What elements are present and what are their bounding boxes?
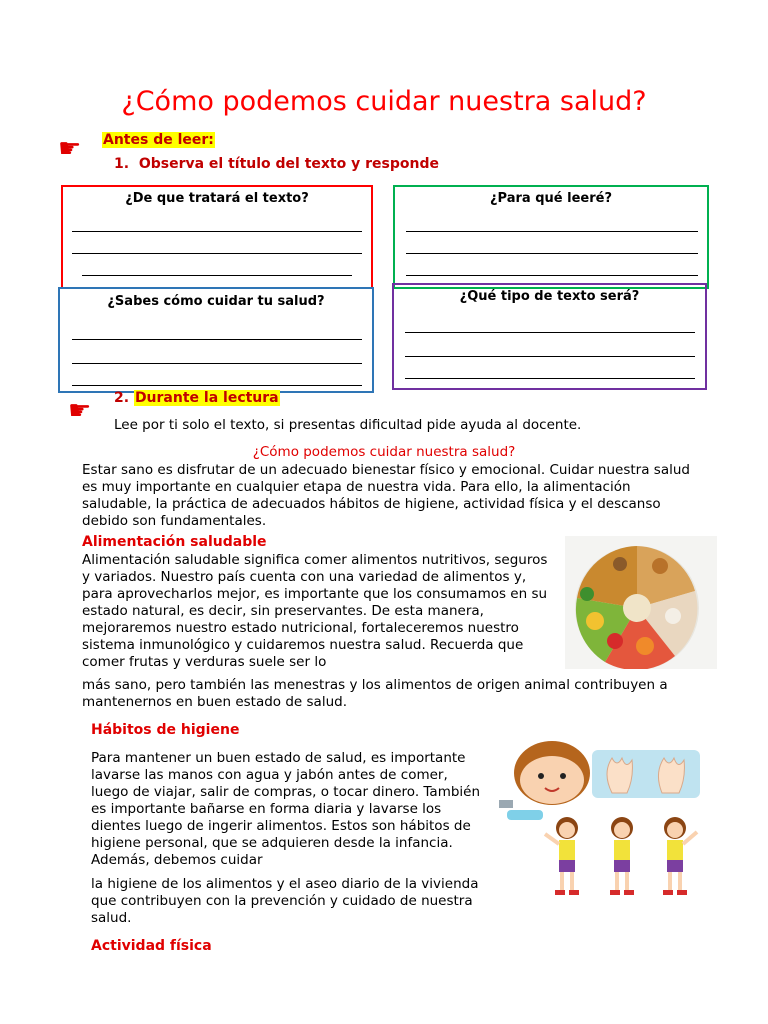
answer-line[interactable] <box>82 275 352 276</box>
question-box-3 <box>58 287 374 393</box>
answer-line[interactable] <box>72 385 362 386</box>
question-4: ¿Qué tipo de texto será? <box>459 289 640 304</box>
page-title: ¿Cómo podemos cuidar nuestra salud? <box>121 86 647 117</box>
question-box-1 <box>61 185 373 289</box>
nutrition-paragraph: Alimentación saludable significa comer alimentos nutritivos, seguros y variados. Nuestro país cuenta con una variedad de alimentos y, para aprovecharlos mejor, es importante que los consumamos en su estado natural, es decir, sin preservantes. De esta manera, mejoraremos nuestro estado nutricional, fortaleceremos nuestro sistema inmunológico y cuidaremos nuestra salud. Recuerda que comer frutas y verduras suele ser lo <box>82 552 548 670</box>
food-plate-illustration <box>565 536 717 669</box>
answer-line[interactable] <box>72 363 362 364</box>
section-title-nutrition: Alimentación saludable <box>82 534 267 550</box>
pointing-hand-icon: ☛ <box>58 134 82 164</box>
question-box-4 <box>392 283 707 390</box>
step-1: 1. Observa el título del texto y responde <box>114 156 439 172</box>
before-reading-label: Antes de leer: <box>103 132 214 148</box>
section-title-hygiene: Hábitos de higiene <box>91 722 240 738</box>
question-1: ¿De que tratará el texto? <box>125 191 309 206</box>
reading-heading: ¿Cómo podemos cuidar nuestra salud? <box>252 444 516 460</box>
answer-line[interactable] <box>72 253 362 254</box>
answer-line[interactable] <box>406 231 698 232</box>
question-3: ¿Sabes cómo cuidar tu salud? <box>107 294 325 309</box>
answer-line[interactable] <box>72 339 362 340</box>
section-title-activity: Actividad física <box>91 938 212 954</box>
intro-paragraph: Estar sano es disfrutar de un adecuado bienestar físico y emocional. Cuidar nuestra salud es muy importante en cualquier etapa de nuestra vida. Para ello, la alimentación saludable, la práctica de adecuados hábitos de higiene, actividad física y el descanso debido son fundamentales. <box>82 462 690 529</box>
answer-line[interactable] <box>405 378 695 379</box>
nutrition-paragraph-end: más sano, pero también las menestras y los alimentos de origen animal contribuyen a mantenernos en buen estado de salud. <box>82 677 668 710</box>
hygiene-paragraph: Para mantener un buen estado de salud, es importante lavarse las manos con agua y jabón antes de comer, luego de viajar, salir de compras, o tocar dinero. También es importante bañarse en forma diaria y lavarse los dientes luego de ingerir alimentos. Estos son hábitos de higiene personal, que se adquieren desde la infancia. Además, debemos cuidar <box>91 750 481 868</box>
pointing-hand-icon: ☛ <box>68 396 92 426</box>
question-box-2 <box>393 185 709 289</box>
reading-instruction: Lee por ti solo el texto, si presentas dificultad pide ayuda al docente. <box>114 417 582 433</box>
answer-line[interactable] <box>406 275 698 276</box>
question-2: ¿Para qué leeré? <box>490 191 612 206</box>
hygiene-exercise-illustration <box>497 738 707 898</box>
answer-line[interactable] <box>405 332 695 333</box>
answer-line[interactable] <box>72 231 362 232</box>
hygiene-paragraph-end: la higiene de los alimentos y el aseo diario de la vivienda que contribuyen con la prevención y cuidado de nuestra salud. <box>91 876 479 926</box>
step-2: 2. Durante la lectura <box>114 390 279 406</box>
answer-line[interactable] <box>405 356 695 357</box>
answer-line[interactable] <box>406 253 698 254</box>
